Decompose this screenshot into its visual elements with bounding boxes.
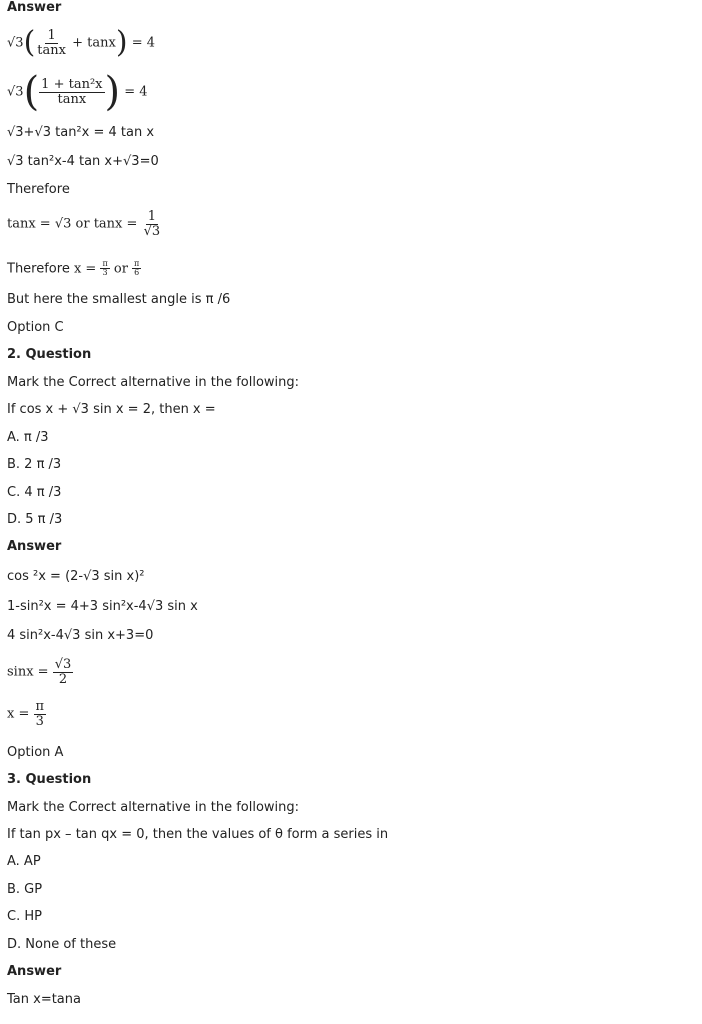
fraction: $\frac{\pi}{6}$	[134, 259, 140, 278]
option-d: D. None of these	[7, 937, 117, 952]
fraction: $\frac{1}{√3}$	[143, 209, 161, 239]
equation-row: Therefore x = $\frac{\pi}{3}$ or $\frac{\pi}{6}$	[7, 259, 140, 278]
text-line: But here the smallest angle is π /6	[7, 292, 231, 307]
option-a: A. AP	[7, 854, 41, 869]
instruction-line: Mark the Correct alternative in the following:	[7, 375, 300, 390]
prompt-line: If cos x + √3 sin x = 2, then x =	[7, 402, 216, 417]
equation-row: √3( $\frac{1}{\tan x}$ + tanx) = 4	[7, 25, 155, 60]
equation-row: sinx = $\frac{√3}{2}$	[7, 657, 72, 687]
option-d: D. 5 π /3	[7, 512, 63, 527]
answer-heading: Answer	[7, 539, 62, 554]
text-line: Therefore	[7, 182, 70, 197]
answer-heading: Answer	[7, 0, 62, 15]
prompt-line: If tan px – tan qx = 0, then the values of θ form a series in	[7, 827, 389, 842]
equation-line: √3 tan²x-4 tan x+√3=0	[7, 154, 159, 169]
option-line: Option C	[7, 320, 64, 335]
option-c: C. HP	[7, 909, 42, 924]
question-heading: 3. Question	[7, 772, 92, 787]
fraction: $\frac{\text{1 + tan²x}}{\tan x}$	[41, 76, 103, 107]
instruction-line: Mark the Correct alternative in the following:	[7, 800, 300, 815]
fraction: $\frac{1}{\tan x}$	[37, 27, 66, 58]
question-heading: 2. Question	[7, 347, 92, 362]
radical: √3	[7, 35, 24, 51]
equation-row: tanx = √3 or tanx = $\frac{1}{√3}$	[7, 209, 161, 239]
option-c: C. 4 π /3	[7, 485, 62, 500]
equation-line: √3+√3 tan²x = 4 tan x	[7, 125, 155, 140]
option-b: B. GP	[7, 882, 43, 897]
fraction: $\frac{\pi}{3}$	[35, 699, 45, 729]
equation-line: Tan x=tana	[7, 992, 81, 1007]
fraction: $\frac{√3}{2}$	[54, 657, 72, 687]
fraction: $\frac{\pi}{3}$	[102, 259, 108, 278]
equation-line: 1-sin²x = 4+3 sin²x-4√3 sin x	[7, 599, 198, 614]
equation-line: 4 sin²x-4√3 sin x+3=0	[7, 628, 154, 643]
equation-row: x = $\frac{\pi}{3}$	[7, 699, 45, 729]
equation-line: cos ²x = (2-√3 sin x)²	[7, 569, 145, 584]
option-line: Option A	[7, 745, 64, 760]
option-b: B. 2 π /3	[7, 457, 62, 472]
equation-row: √3( $\frac{\text{1 + tan²x}}{\tan x}$ ) = 4	[7, 69, 148, 115]
option-a: A. π /3	[7, 430, 49, 445]
answer-heading: Answer	[7, 964, 62, 979]
